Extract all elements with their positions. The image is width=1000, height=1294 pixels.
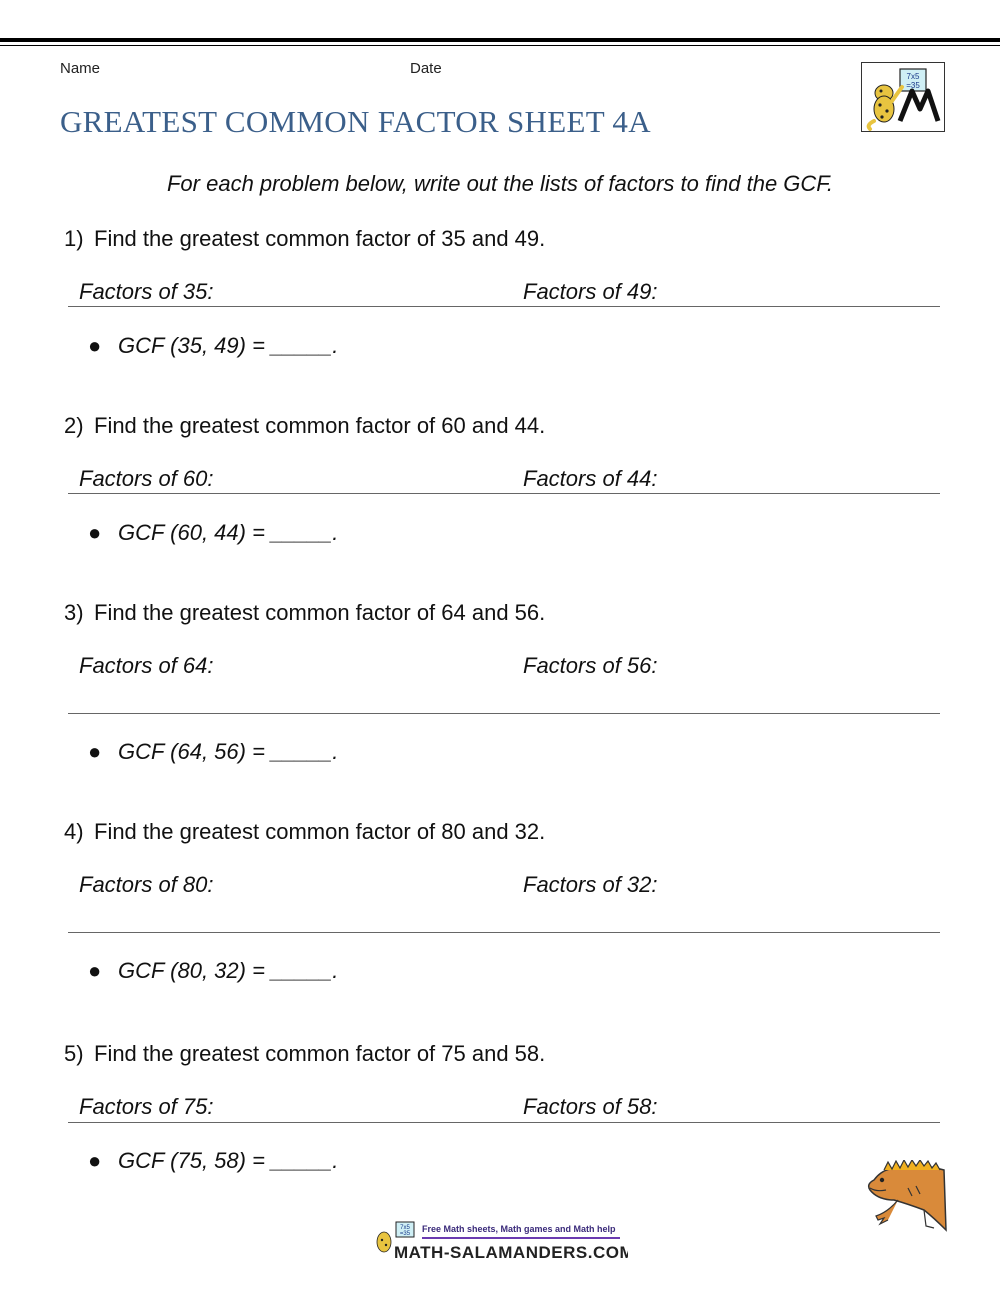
page-title: GREATEST COMMON FACTOR SHEET 4A xyxy=(60,104,651,139)
bullet-icon: ● xyxy=(88,520,102,545)
salamander-icon xyxy=(864,1160,948,1234)
problem-text: Find the greatest common factor of 64 and 56. xyxy=(94,600,546,625)
footer-tagline: Free Math sheets, Math games and Math help xyxy=(422,1224,616,1234)
logo-line2: =35 xyxy=(906,81,920,90)
header-rule-thick xyxy=(0,38,1000,42)
salamander-illustration xyxy=(864,1160,948,1234)
problem-text: Find the greatest common factor of 80 and 32. xyxy=(94,819,546,844)
gcf-text: GCF (64, 56) = _____. xyxy=(118,739,339,764)
name-label: Name xyxy=(60,60,101,77)
problem-4 xyxy=(64,819,545,845)
gcf-answer-line xyxy=(88,520,338,546)
problem-5 xyxy=(64,1041,545,1067)
date-label: Date xyxy=(410,60,442,77)
problem-number: 5) xyxy=(64,1041,84,1066)
problem-text: Find the greatest common factor of 60 and 44. xyxy=(94,413,546,438)
answer-rule xyxy=(68,713,940,714)
bullet-icon: ● xyxy=(88,958,102,983)
footer-site-name: MATH-SALAMANDERS.COM xyxy=(394,1243,628,1262)
factors-label-b: Factors of 56: xyxy=(523,653,658,678)
footer-logo xyxy=(372,1220,628,1264)
factors-label-b: Factors of 49: xyxy=(523,279,658,304)
gcf-answer-line xyxy=(88,958,338,984)
factors-label-a: Factors of 80: xyxy=(79,872,214,897)
footer-logo-graphic xyxy=(372,1220,628,1264)
bullet-icon: ● xyxy=(88,739,102,764)
problem-1 xyxy=(64,226,545,252)
answer-rule xyxy=(68,932,940,933)
factors-label-b: Factors of 32: xyxy=(523,872,658,897)
answer-rule xyxy=(68,306,940,307)
gcf-text: GCF (80, 32) = _____. xyxy=(118,958,339,983)
gcf-answer-line xyxy=(88,333,338,359)
header-rule-thin xyxy=(0,45,1000,46)
answer-rule xyxy=(68,493,940,494)
problem-number: 2) xyxy=(64,413,84,438)
gcf-answer-line xyxy=(88,739,338,765)
gcf-text: GCF (75, 58) = _____. xyxy=(118,1148,339,1173)
instructions-text: For each problem below, write out the lists of factors to find the GCF. xyxy=(166,171,833,196)
factors-label-b: Factors of 58: xyxy=(523,1094,658,1119)
problem-3 xyxy=(64,600,545,626)
factors-label-a: Factors of 64: xyxy=(79,653,214,678)
problem-number: 3) xyxy=(64,600,84,625)
gcf-text: GCF (35, 49) = _____. xyxy=(118,333,339,358)
problem-2 xyxy=(64,413,545,439)
factors-label-a: Factors of 60: xyxy=(79,466,214,491)
problem-number: 1) xyxy=(64,226,84,251)
math-salamanders-logo xyxy=(861,62,945,132)
factors-label-a: Factors of 35: xyxy=(79,279,214,304)
salamander-teacher-icon xyxy=(862,63,944,131)
problem-text: Find the greatest common factor of 75 and 58. xyxy=(94,1041,546,1066)
bullet-icon: ● xyxy=(88,333,102,358)
problem-number: 4) xyxy=(64,819,84,844)
answer-rule xyxy=(68,1122,940,1123)
gcf-text: GCF (60, 44) = _____. xyxy=(118,520,339,545)
bullet-icon: ● xyxy=(88,1148,102,1173)
factors-label-b: Factors of 44: xyxy=(523,466,658,491)
logo-line1: 7x5 xyxy=(906,72,920,81)
factors-label-a: Factors of 75: xyxy=(79,1094,214,1119)
gcf-answer-line xyxy=(88,1148,338,1174)
footer-logo-line2: =35 xyxy=(399,1231,411,1237)
problem-text: Find the greatest common factor of 35 and 49. xyxy=(94,226,546,251)
footer-logo-line1: 7x5 xyxy=(400,1225,410,1231)
